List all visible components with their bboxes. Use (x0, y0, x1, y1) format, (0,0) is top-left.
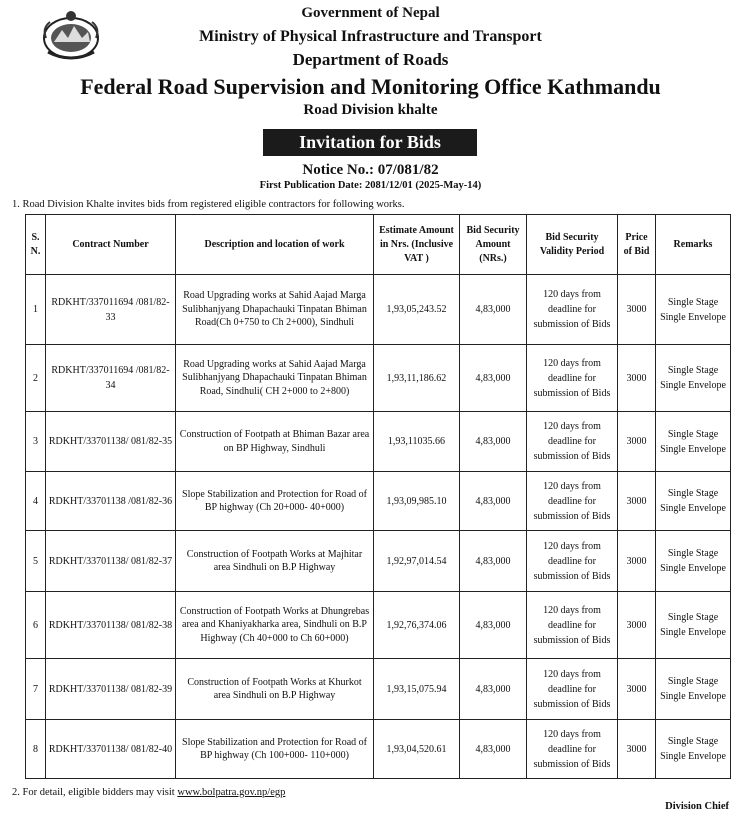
table-row (26, 720, 731, 779)
cell-validity: 120 days from deadline for submission of Bids (527, 659, 618, 720)
col-remarks: Remarks (656, 215, 731, 275)
division-title: Road Division khalte (303, 102, 438, 118)
table-row (26, 345, 731, 412)
first-publication-date: First Publication Date: 2081/12/01 (2025-May-14) (259, 180, 482, 191)
col-description: Description and location of work (176, 215, 374, 275)
cell-validity: 120 days from deadline for submission of Bids (527, 412, 618, 472)
col-bid-security: Bid Security Amount (NRs.) (460, 215, 527, 275)
cell-estimate: 1,93,09,985.10 (374, 472, 460, 531)
cell-description: Construction of Footpath Works at Majhitar area Sindhuli on B.P Highway (176, 531, 374, 592)
cell-contract: RDKHT/33701138/ 081/82-37 (46, 531, 176, 592)
cell-remarks: Single Stage Single Envelope (656, 659, 731, 720)
cell-validity: 120 days from deadline for submission of Bids (527, 592, 618, 659)
cell-estimate: 1,92,76,374.06 (374, 592, 460, 659)
cell-estimate: 1,93,15,075.94 (374, 659, 460, 720)
cell-security: 4,83,000 (460, 592, 527, 659)
cell-description: Road Upgrading works at Sahid Aajad Marga Sulibhanjyang Dhapachauki Tinpatan Bhiman Road, Sindhuli( CH 2+000 to 2+800) (176, 345, 374, 412)
cell-security: 4,83,000 (460, 472, 527, 531)
department-title: Department of Roads (292, 50, 449, 69)
cell-sn: 2 (26, 345, 46, 412)
cell-sn: 6 (26, 592, 46, 659)
table-row (26, 531, 731, 592)
cell-description: Construction of Footpath Works at Dhungrebas area and Khaniyakharka area, Sindhuli on B.P Highway (Ch 40+000 to Ch 60+000) (176, 592, 374, 659)
cell-validity: 120 days from deadline for submission of Bids (527, 531, 618, 592)
table-row (26, 412, 731, 472)
cell-security: 4,83,000 (460, 659, 527, 720)
office-title: Federal Road Supervision and Monitoring Office Kathmandu (80, 74, 661, 99)
cell-security: 4,83,000 (460, 345, 527, 412)
cell-price: 3000 (618, 720, 656, 779)
cell-estimate: 1,93,11,186.62 (374, 345, 460, 412)
cell-validity: 120 days from deadline for submission of Bids (527, 720, 618, 779)
cell-estimate: 1,93,11035.66 (374, 412, 460, 472)
cell-sn: 7 (26, 659, 46, 720)
cell-description: Slope Stabilization and Protection for Road of BP highway (Ch 100+000- 110+000) (176, 720, 374, 779)
col-contract-number: Contract Number (46, 215, 176, 275)
table-row (26, 659, 731, 720)
col-validity-period: Bid Security Validity Period (527, 215, 618, 275)
cell-remarks: Single Stage Single Envelope (656, 345, 731, 412)
cell-description: Construction of Footpath at Bhiman Bazar area on BP Highway, Sindhuli (176, 412, 374, 472)
table-header-row (26, 215, 731, 275)
bids-table (25, 214, 731, 779)
footer-note (12, 787, 285, 798)
cell-validity: 120 days from deadline for submission of Bids (527, 472, 618, 531)
cell-price: 3000 (618, 659, 656, 720)
col-estimate-amount: Estimate Amount in Nrs. (Inclusive VAT ) (374, 215, 460, 275)
cell-price: 3000 (618, 345, 656, 412)
signatory: Division Chief (665, 801, 729, 812)
cell-description: Construction of Footpath Works at Khurkot area Sindhuli on B.P Highway (176, 659, 374, 720)
table-row (26, 592, 731, 659)
cell-remarks: Single Stage Single Envelope (656, 472, 731, 531)
table-row (26, 472, 731, 531)
cell-remarks: Single Stage Single Envelope (656, 592, 731, 659)
cell-contract: RDKHT/337011694 /081/82-33 (46, 275, 176, 345)
cell-sn: 1 (26, 275, 46, 345)
cell-security: 4,83,000 (460, 531, 527, 592)
cell-contract: RDKHT/33701138/ 081/82-39 (46, 659, 176, 720)
table-row (26, 275, 731, 345)
cell-validity: 120 days from deadline for submission of Bids (527, 275, 618, 345)
cell-contract: RDKHT/33701138/ 081/82-40 (46, 720, 176, 779)
cell-contract: RDKHT/337011694 /081/82-34 (46, 345, 176, 412)
cell-sn: 5 (26, 531, 46, 592)
cell-security: 4,83,000 (460, 275, 527, 345)
invitation-banner: Invitation for Bids (263, 129, 477, 156)
cell-estimate: 1,92,97,014.54 (374, 531, 460, 592)
cell-remarks: Single Stage Single Envelope (656, 275, 731, 345)
cell-sn: 3 (26, 412, 46, 472)
cell-estimate: 1,93,05,243.52 (374, 275, 460, 345)
cell-validity: 120 days from deadline for submission of Bids (527, 345, 618, 412)
cell-remarks: Single Stage Single Envelope (656, 412, 731, 472)
government-title: Government of Nepal (301, 5, 440, 21)
cell-price: 3000 (618, 275, 656, 345)
cell-estimate: 1,93,04,520.61 (374, 720, 460, 779)
intro-text: 1. Road Division Khalte invites bids from registered eligible contractors for following works. (12, 199, 405, 210)
cell-remarks: Single Stage Single Envelope (656, 720, 731, 779)
col-price-of-bid: Price of Bid (618, 215, 656, 275)
cell-price: 3000 (618, 412, 656, 472)
cell-description: Road Upgrading works at Sahid Aajad Marga Sulibhanjyang Dhapachauki Tinpatan Bhiman Road(Ch 0+750 to Ch 2+000), Sindhuli (176, 275, 374, 345)
ministry-title: Ministry of Physical Infrastructure and Transport (199, 28, 542, 45)
cell-contract: RDKHT/33701138 /081/82-36 (46, 472, 176, 531)
cell-security: 4,83,000 (460, 412, 527, 472)
cell-description: Slope Stabilization and Protection for Road of BP highway (Ch 20+000- 40+000) (176, 472, 374, 531)
footer-note-text: 2. For detail, eligible bidders may visit (12, 787, 178, 798)
cell-security: 4,83,000 (460, 720, 527, 779)
cell-price: 3000 (618, 472, 656, 531)
cell-remarks: Single Stage Single Envelope (656, 531, 731, 592)
cell-price: 3000 (618, 531, 656, 592)
cell-contract: RDKHT/33701138/ 081/82-38 (46, 592, 176, 659)
cell-price: 3000 (618, 592, 656, 659)
cell-contract: RDKHT/33701138/ 081/82-35 (46, 412, 176, 472)
notice-number: Notice No.: 07/081/82 (302, 162, 439, 178)
cell-sn: 4 (26, 472, 46, 531)
bolpatra-link[interactable]: www.bolpatra.gov.np/egp (177, 787, 286, 798)
cell-sn: 8 (26, 720, 46, 779)
col-sn: S. N. (26, 215, 46, 275)
